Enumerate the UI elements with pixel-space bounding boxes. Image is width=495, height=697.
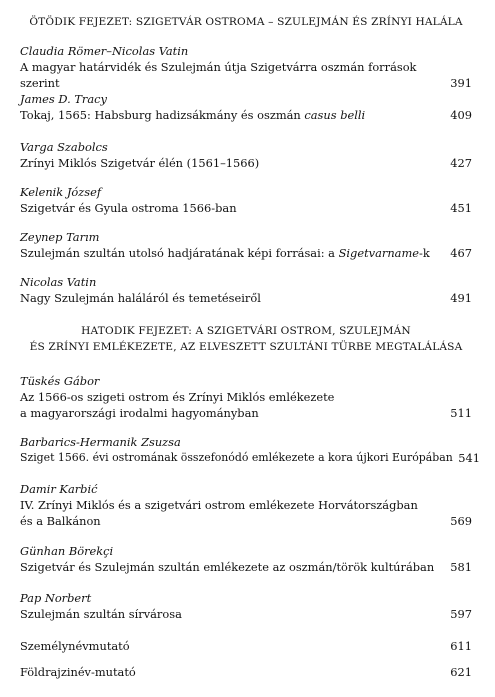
toc-entry: [20, 230, 472, 261]
index-title: Földrajzinév-mutató: [20, 665, 136, 679]
entry-title: Szulejmán szultán sírvárosa: [20, 607, 182, 621]
entry-author: Kelenik József: [20, 185, 102, 199]
entry-title-line: és a Balkánon: [20, 514, 101, 528]
entry-page-number: 597: [450, 607, 472, 621]
entry-title: Tokaj, 1565: Habsburg hadizsákmány és oszmán casus belli: [20, 108, 366, 122]
entry-title: Sziget 1566. évi ostromának összefonódó emlékezete a kora újkori Európában: [20, 451, 453, 464]
entry-page-number: 427: [450, 156, 472, 170]
index-page-number: 621: [450, 665, 472, 679]
entry-page-number: 581: [450, 560, 472, 574]
entry-title: Nagy Szulejmán haláláról és temetéseiről: [20, 291, 261, 305]
index-entry: [20, 638, 472, 654]
entry-author: Claudia Römer–Nicolas Vatin: [20, 44, 189, 58]
entry-page-number: 491: [450, 291, 472, 305]
toc-entry: [20, 140, 472, 171]
entry-title: Szigetvár és Gyula ostroma 1566-ban: [20, 201, 237, 215]
entry-page-number: 391: [450, 76, 472, 90]
toc-entry: [20, 544, 472, 575]
entry-page-number: 451: [450, 201, 472, 215]
section-heading: [20, 14, 472, 30]
toc-entry: [20, 92, 472, 123]
entry-author: Zeynep Tarım: [20, 230, 100, 244]
entry-author: Varga Szabolcs: [20, 140, 108, 154]
toc-entry: [20, 591, 472, 622]
toc-entry: [20, 374, 472, 421]
entry-title: Szulejmán szultán utolsó hadjáratának képi forrásai: a Sigetvarname-k: [20, 246, 430, 260]
entry-author: Tüskés Gábor: [20, 374, 100, 388]
entry-author: Günhan Börekçi: [20, 544, 114, 558]
index-title: Személynévmutató: [20, 639, 130, 653]
index-entry: [20, 664, 472, 680]
entry-page-number: 541: [458, 451, 480, 465]
toc-entry: [20, 44, 472, 91]
entry-title-line: Az 1566-os szigeti ostrom és Zrínyi Miklós emlékezete: [20, 390, 335, 404]
index-page-number: 611: [450, 639, 472, 653]
section-heading-line: ÉS ZRÍNYI EMLÉKEZETE, AZ ELVESZETT SZULTÁNI TÜRBE MEGTALÁLÁSA: [29, 341, 463, 353]
entry-page-number: 467: [450, 246, 472, 260]
entry-author: Barbarics-Hermanik Zsuzsa: [20, 435, 181, 449]
entry-title: Szigetvár és Szulejmán szultán emlékezete az oszmán/török kultúrában: [20, 560, 435, 574]
entry-author: Pap Norbert: [20, 591, 92, 605]
entry-page-number: 569: [450, 514, 472, 528]
section-heading-line: ÖTÖDIK FEJEZET: SZIGETVÁR OSTROMA – SZULEJMÁN ÉS ZRÍNYI HALÁLA: [29, 16, 463, 28]
entry-author: Damir Karbić: [20, 482, 98, 496]
entry-page-number: 511: [450, 406, 472, 420]
entry-author: Nicolas Vatin: [20, 275, 97, 289]
toc-entry: [20, 185, 472, 216]
toc-entry: [20, 435, 480, 466]
toc-entry: [20, 275, 472, 306]
entry-title: Zrínyi Miklós Szigetvár élén (1561–1566): [20, 156, 260, 170]
entry-page-number: 409: [450, 108, 472, 122]
section-heading-line: HATODIK FEJEZET: A SZIGETVÁRI OSTROM, SZULEJMÁN: [81, 325, 411, 337]
entry-title-line: IV. Zrínyi Miklós és a szigetvári ostrom emlékezete Horvátországban: [20, 498, 418, 512]
section-heading: [20, 323, 472, 355]
entry-title: A magyar határvidék és Szulejmán útja Szigetvárra oszmán források szerint: [20, 60, 417, 90]
entry-author: James D. Tracy: [20, 92, 107, 106]
toc-entry: [20, 482, 472, 529]
entry-title-line: a magyarországi irodalmi hagyományban: [20, 406, 259, 420]
